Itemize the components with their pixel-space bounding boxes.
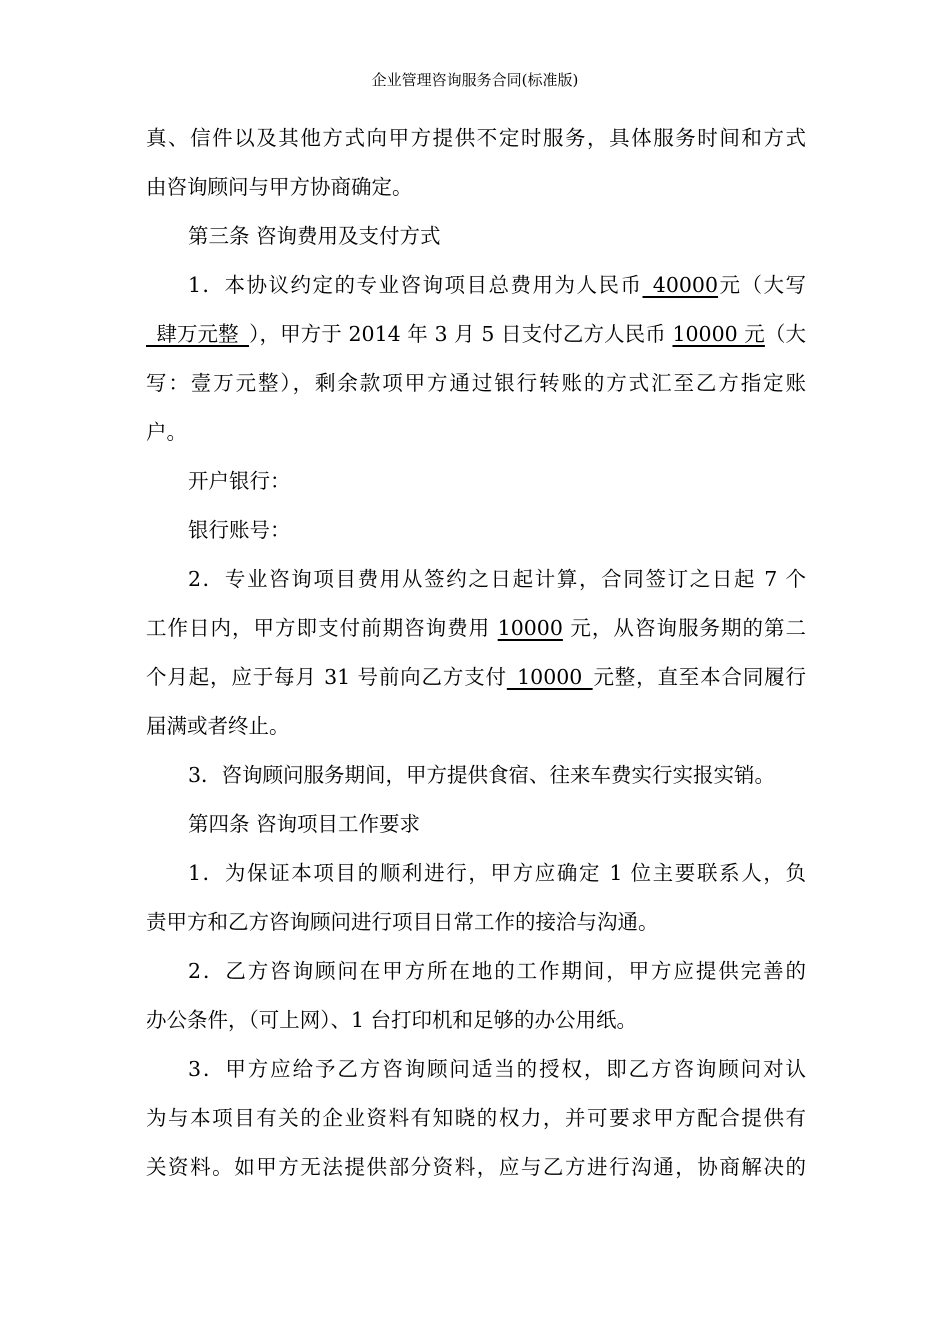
- text-line: 为与本项目有关的企业资料有知晓的权力，并可要求甲方配合提供有: [146, 1106, 806, 1130]
- text-line: 关资料。如甲方无法提供部分资料，应与乙方进行沟通，协商解决的: [146, 1155, 806, 1179]
- clause-line: 1．本协议约定的专业咨询项目总费用为人民币_40000元（大写: [188, 273, 806, 297]
- text-line: 真、信件以及其他方式向甲方提供不定时服务，具体服务时间和方式: [146, 126, 806, 150]
- total-fee-uppercase: _肆万元整_: [146, 322, 250, 346]
- total-fee-amount: _40000: [642, 273, 718, 297]
- page-header-title: 企业管理咨询服务合同(标准版): [371, 71, 579, 89]
- clause-line: 2．专业咨询项目费用从签约之日起计算，合同签订之日起 7 个: [188, 567, 806, 591]
- clause-line: _肆万元整_），甲方于 2014 年 3 月 5 日支付乙方人民币 10000 元（大: [146, 322, 807, 346]
- text-line: 责甲方和乙方咨询顾问进行项目日常工作的接洽与沟通。: [146, 910, 659, 934]
- clause-line: 工作日内，甲方即支付前期咨询费用 10000 元，从咨询服务期的第二: [146, 616, 806, 640]
- bank-account-label: 银行账号：: [188, 518, 291, 542]
- initial-fee-amount: 10000: [497, 616, 563, 640]
- document-body: [146, 114, 806, 1192]
- clause-line: 个月起，应于每月 31 号前向乙方支付_10000_元整，直至本合同履行: [146, 665, 807, 689]
- clause-line: 1．为保证本项目的顺利进行，甲方应确定 1 位主要联系人，负: [188, 861, 806, 885]
- monthly-fee-amount: _10000_: [506, 665, 593, 689]
- text-line: 办公条件，（可上网）、1 台打印机和足够的办公用纸。: [146, 1008, 638, 1032]
- section-heading-article-4: 第四条 咨询项目工作要求: [188, 812, 421, 836]
- clause-line: 2．乙方咨询顾问在甲方所在地的工作期间，甲方应提供完善的: [188, 959, 806, 983]
- clause-line: 3．咨询顾问服务期间，甲方提供食宿、往来车费实行实报实销。: [188, 763, 776, 787]
- text-line: 写：壹万元整），剩余款项甲方通过银行转账的方式汇至乙方指定账: [146, 371, 806, 395]
- section-heading-article-3: 第三条 咨询费用及支付方式: [188, 224, 441, 248]
- first-payment-amount: 10000 元: [672, 322, 765, 346]
- clause-line: 3．甲方应给予乙方咨询顾问适当的授权，即乙方咨询顾问对认: [188, 1057, 806, 1081]
- text-line: 届满或者终止。: [146, 714, 290, 738]
- text-line: 户。: [146, 420, 187, 444]
- bank-name-label: 开户银行：: [188, 469, 291, 493]
- text-line: 由咨询顾问与甲方协商确定。: [146, 175, 413, 199]
